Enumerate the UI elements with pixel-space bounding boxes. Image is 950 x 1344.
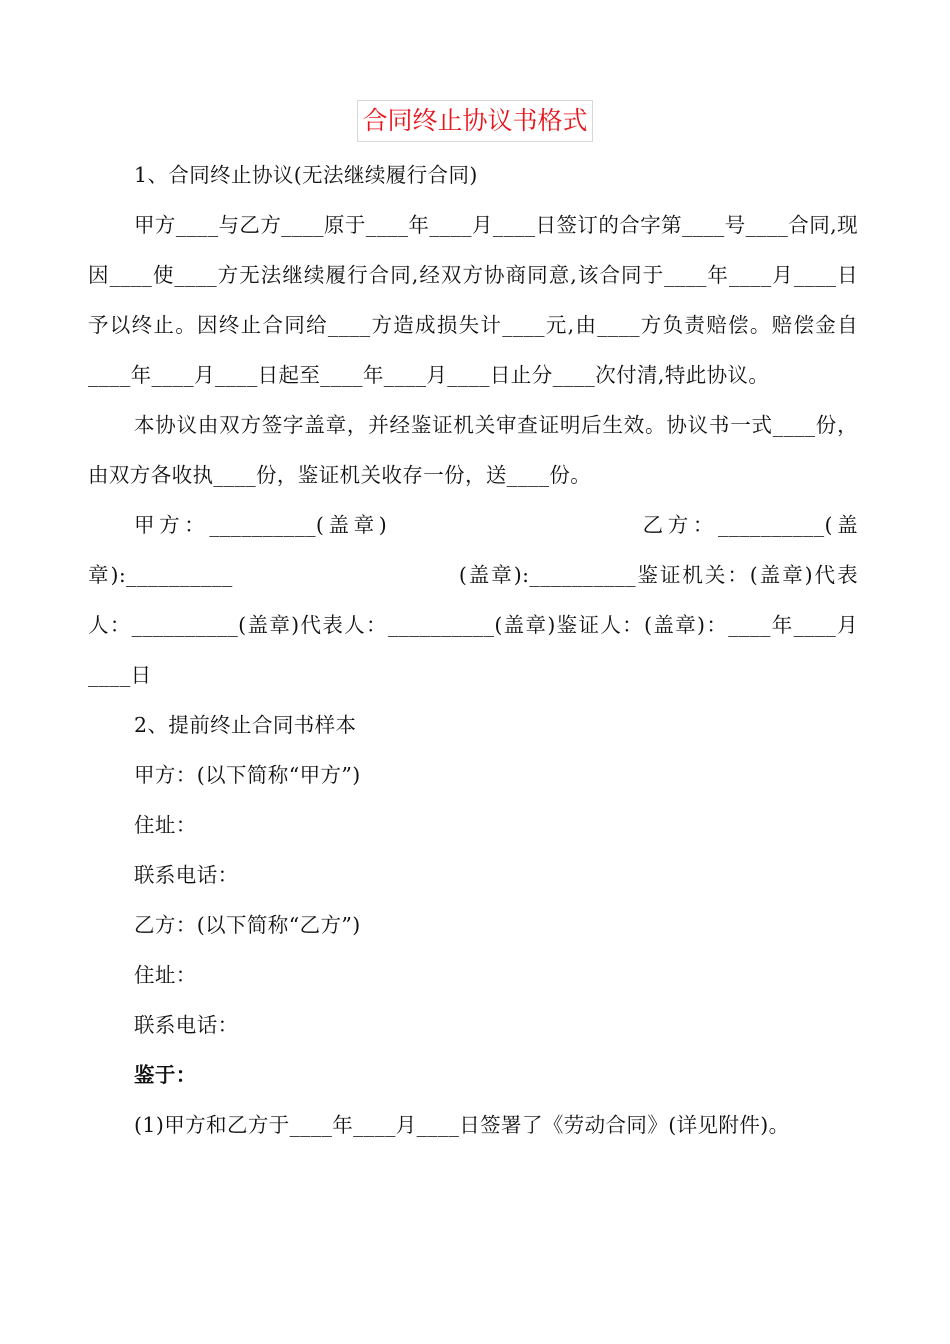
whereas-item-1: (1)甲方和乙方于____年____月____日签署了《劳动合同》(详见附件)。 [134,1113,790,1137]
section-heading-2: 2、提前终止合同书样本 [134,713,357,737]
party-a-phone-line: 联系电话： [134,863,239,887]
whereas-heading: 鉴于： [134,1063,197,1087]
title-wrap [0,100,950,142]
party-b-line: 乙方：(以下简称“乙方”) [134,913,361,937]
party-a-line: 甲方：(以下简称“甲方”) [134,763,361,787]
signature-block-paragraph: 甲方：__________(盖章) 乙方：__________(盖章):__________ (盖章):__________鉴证机关：(盖章)代表人：__________(盖章)代表人：__________(盖章)鉴证人：(盖章)：____年____月____日 [88,513,858,687]
party-b-address-line: 住址： [134,963,197,987]
effect-clause-paragraph: 本协议由双方签字盖章，并经鉴证机关审查证明后生效。协议书一式____份，由双方各收执____份，鉴证机关收存一份，送____份。 [88,413,858,487]
document-body [88,150,858,1150]
section-heading-1: 1、合同终止协议(无法继续履行合同) [134,163,478,187]
termination-clause-paragraph: 甲方____与乙方____原于____年____月____日签订的合字第____号____合同,现因____使____方无法继续履行合同,经双方协商同意,该合同于____年____月____日予以终止。因终止合同给____方造成损失计____元,由____方负责赔偿。赔偿金自____年____月____日起至____年____月____日止分____次付清,特此协议。 [88,213,858,387]
party-b-phone-line: 联系电话： [134,1013,239,1037]
party-a-address-line: 住址： [134,813,197,837]
document-title: 合同终止协议书格式 [357,100,592,142]
